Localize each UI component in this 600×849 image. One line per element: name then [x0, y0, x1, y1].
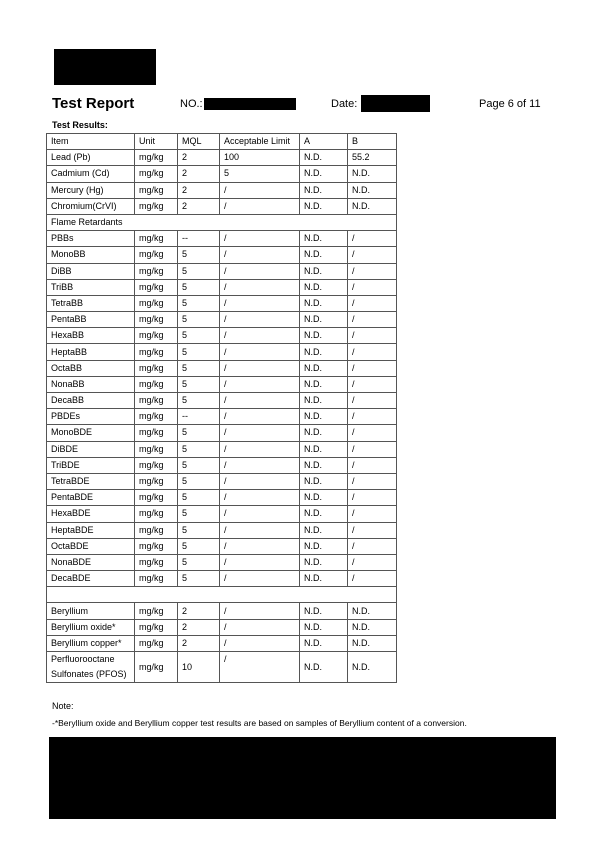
- table-cell: /: [348, 441, 397, 457]
- table-cell: N.D.: [300, 279, 348, 295]
- table-cell: mg/kg: [135, 279, 178, 295]
- date-redacted: [361, 95, 430, 112]
- table-row: [47, 490, 397, 506]
- table-cell: 5: [178, 344, 220, 360]
- table-cell: mg/kg: [135, 522, 178, 538]
- table-cell: 5: [178, 538, 220, 554]
- table-cell: N.D.: [300, 263, 348, 279]
- table-cell: N.D.: [300, 473, 348, 489]
- report-title: Test Report: [52, 95, 135, 112]
- note-text: -*Beryllium oxide and Beryllium copper test results are based on samples of Beryllium content of a conversion.: [52, 718, 467, 728]
- table-cell: mg/kg: [135, 652, 178, 683]
- table-cell: N.D.: [300, 425, 348, 441]
- table-cell: mg/kg: [135, 247, 178, 263]
- table-cell: N.D.: [300, 376, 348, 392]
- table-cell: Unit: [135, 134, 178, 150]
- table-cell: /: [348, 279, 397, 295]
- table-row: [47, 409, 397, 425]
- table-row: [47, 279, 397, 295]
- table-cell: mg/kg: [135, 198, 178, 214]
- table-row: [47, 506, 397, 522]
- table-cell: Beryllium copper*: [47, 635, 135, 651]
- table-cell: 5: [178, 312, 220, 328]
- table-cell: HeptaBB: [47, 344, 135, 360]
- table-cell: /: [348, 538, 397, 554]
- table-cell: mg/kg: [135, 457, 178, 473]
- table-cell: 2: [178, 198, 220, 214]
- table-cell: DiBDE: [47, 441, 135, 457]
- table-cell: N.D.: [300, 603, 348, 619]
- table-cell: N.D.: [348, 166, 397, 182]
- table-cell: MonoBDE: [47, 425, 135, 441]
- table-row: [47, 376, 397, 392]
- table-cell: 5: [178, 473, 220, 489]
- table-row: [47, 328, 397, 344]
- table-cell: N.D.: [300, 635, 348, 651]
- table-cell: N.D.: [300, 328, 348, 344]
- table-cell: mg/kg: [135, 328, 178, 344]
- table-row: [47, 312, 397, 328]
- table-cell: mg/kg: [135, 182, 178, 198]
- table-cell: 5: [178, 263, 220, 279]
- table-cell: N.D.: [300, 150, 348, 166]
- report-number-label: NO.:: [180, 98, 203, 110]
- table-cell: /: [348, 522, 397, 538]
- table-cell: /: [348, 312, 397, 328]
- table-cell: mg/kg: [135, 506, 178, 522]
- table-cell: Cadmium (Cd): [47, 166, 135, 182]
- table-cell: Lead (Pb): [47, 150, 135, 166]
- table-cell: N.D.: [300, 441, 348, 457]
- table-cell: /: [348, 376, 397, 392]
- table-cell: /: [220, 652, 300, 683]
- table-cell: Beryllium: [47, 603, 135, 619]
- table-row: [47, 473, 397, 489]
- table-cell: --: [178, 409, 220, 425]
- table-cell: N.D.: [300, 652, 348, 683]
- table-row: [47, 393, 397, 409]
- table-cell: mg/kg: [135, 619, 178, 635]
- table-cell: mg/kg: [135, 263, 178, 279]
- table-cell: N.D.: [348, 603, 397, 619]
- table-cell: 2: [178, 619, 220, 635]
- table-cell: TriBB: [47, 279, 135, 295]
- table-cell: N.D.: [348, 619, 397, 635]
- table-cell: /: [348, 328, 397, 344]
- table-cell: N.D.: [300, 198, 348, 214]
- table-cell: 5: [178, 441, 220, 457]
- table-cell: N.D.: [300, 182, 348, 198]
- table-cell: mg/kg: [135, 554, 178, 570]
- table-row: [47, 231, 397, 247]
- table-cell: --: [178, 231, 220, 247]
- table-cell: /: [348, 473, 397, 489]
- table-cell: /: [220, 360, 300, 376]
- table-cell: /: [220, 409, 300, 425]
- table-cell: mg/kg: [135, 344, 178, 360]
- table-cell: /: [220, 231, 300, 247]
- table-cell: mg/kg: [135, 425, 178, 441]
- table-cell: PentaBDE: [47, 490, 135, 506]
- table-cell: N.D.: [348, 182, 397, 198]
- table-cell: 5: [178, 328, 220, 344]
- table-cell: /: [220, 490, 300, 506]
- table-row: [47, 571, 397, 587]
- table-cell: DecaBDE: [47, 571, 135, 587]
- table-cell: OctaBDE: [47, 538, 135, 554]
- table-cell: mg/kg: [135, 571, 178, 587]
- table-cell: N.D.: [300, 360, 348, 376]
- table-header-row: [47, 134, 397, 150]
- note-title: Note:: [52, 701, 74, 711]
- table-row: [47, 295, 397, 311]
- blank-row: [47, 587, 397, 603]
- table-cell: 2: [178, 150, 220, 166]
- table-cell: /: [348, 295, 397, 311]
- table-cell: 5: [178, 571, 220, 587]
- date-label: Date:: [331, 98, 358, 110]
- table-cell: PentaBB: [47, 312, 135, 328]
- table-cell: 5: [178, 360, 220, 376]
- table-row: [47, 538, 397, 554]
- table-cell: N.D.: [300, 247, 348, 263]
- table-cell: /: [220, 393, 300, 409]
- table-cell: /: [220, 198, 300, 214]
- table-cell: /: [220, 441, 300, 457]
- table-cell: 2: [178, 166, 220, 182]
- table-row: [47, 344, 397, 360]
- table-cell: /: [348, 263, 397, 279]
- table-cell: /: [220, 312, 300, 328]
- footer-redacted: [49, 737, 556, 819]
- table-cell: 5: [178, 295, 220, 311]
- table-cell: B: [348, 134, 397, 150]
- table-cell: HexaBB: [47, 328, 135, 344]
- table-cell: mg/kg: [135, 231, 178, 247]
- table-cell: /: [220, 554, 300, 570]
- table-cell: N.D.: [300, 522, 348, 538]
- table-row: [47, 425, 397, 441]
- table-cell: /: [220, 328, 300, 344]
- table-cell: N.D.: [348, 652, 397, 683]
- table-cell: Item: [47, 134, 135, 150]
- table-cell: 5: [178, 490, 220, 506]
- table-cell: N.D.: [300, 538, 348, 554]
- table-cell: mg/kg: [135, 312, 178, 328]
- table-cell: 5: [178, 393, 220, 409]
- table-row: [47, 166, 397, 182]
- table-cell: /: [220, 506, 300, 522]
- table-row: [47, 182, 397, 198]
- table-cell: /: [220, 425, 300, 441]
- table-cell: Acceptable Limit: [220, 134, 300, 150]
- table-cell: /: [348, 490, 397, 506]
- table-cell: mg/kg: [135, 150, 178, 166]
- table-cell: /: [220, 376, 300, 392]
- table-cell: A: [300, 134, 348, 150]
- table-cell: /: [220, 522, 300, 538]
- table-cell: N.D.: [300, 393, 348, 409]
- pfos-row: [47, 652, 397, 683]
- table-cell: OctaBB: [47, 360, 135, 376]
- table-row: [47, 263, 397, 279]
- table-cell: mg/kg: [135, 441, 178, 457]
- table-cell: /: [220, 344, 300, 360]
- table-cell: DiBB: [47, 263, 135, 279]
- table-cell: mg/kg: [135, 473, 178, 489]
- table-cell: /: [348, 571, 397, 587]
- table-cell: N.D.: [300, 571, 348, 587]
- table-cell: N.D.: [348, 635, 397, 651]
- table-cell: /: [220, 457, 300, 473]
- table-cell: DecaBB: [47, 393, 135, 409]
- table-cell: /: [348, 247, 397, 263]
- table-cell: /: [220, 635, 300, 651]
- table-cell: /: [220, 182, 300, 198]
- table-cell: Chromium(CrVI): [47, 198, 135, 214]
- section-row: [47, 214, 397, 230]
- table-row: [47, 198, 397, 214]
- table-cell: /: [348, 360, 397, 376]
- company-logo-redacted: [54, 49, 156, 85]
- table-cell: TetraBDE: [47, 473, 135, 489]
- table-row: [47, 247, 397, 263]
- table-cell: mg/kg: [135, 166, 178, 182]
- table-row: [47, 619, 397, 635]
- table-cell: /: [348, 425, 397, 441]
- table-cell: 2: [178, 635, 220, 651]
- report-number-redacted: [204, 98, 296, 110]
- table-cell: 55.2: [348, 150, 397, 166]
- table-cell: TriBDE: [47, 457, 135, 473]
- table-cell: mg/kg: [135, 393, 178, 409]
- table-cell: N.D.: [300, 231, 348, 247]
- table-cell: Perfluorooctane Sulfonates (PFOS): [47, 652, 135, 683]
- table-cell: Mercury (Hg): [47, 182, 135, 198]
- table-cell: MonoBB: [47, 247, 135, 263]
- table-cell: /: [220, 473, 300, 489]
- table-row: [47, 457, 397, 473]
- table-row: [47, 635, 397, 651]
- table-cell: 5: [178, 522, 220, 538]
- table-cell: /: [348, 344, 397, 360]
- table-cell: 5: [178, 425, 220, 441]
- table-cell: 5: [178, 247, 220, 263]
- table-cell: 100: [220, 150, 300, 166]
- table-row: [47, 441, 397, 457]
- table-cell: HexaBDE: [47, 506, 135, 522]
- table-cell: /: [348, 554, 397, 570]
- table-cell: N.D.: [300, 166, 348, 182]
- table-cell: NonaBB: [47, 376, 135, 392]
- table-cell: HeptaBDE: [47, 522, 135, 538]
- table-cell: Beryllium oxide*: [47, 619, 135, 635]
- table-cell: mg/kg: [135, 635, 178, 651]
- table-cell: /: [220, 263, 300, 279]
- table-cell: 2: [178, 182, 220, 198]
- flame-retardants-label: Flame Retardants: [47, 214, 397, 230]
- table-cell: mg/kg: [135, 409, 178, 425]
- table-cell: /: [220, 619, 300, 635]
- page-indicator: Page 6 of 11: [479, 98, 541, 110]
- test-results-label: Test Results:: [52, 120, 108, 130]
- table-row: [47, 360, 397, 376]
- table-cell: PBDEs: [47, 409, 135, 425]
- table-cell: mg/kg: [135, 360, 178, 376]
- table-cell: N.D.: [348, 198, 397, 214]
- table-cell: 5: [178, 376, 220, 392]
- table-cell: /: [348, 393, 397, 409]
- table-cell: TetraBB: [47, 295, 135, 311]
- table-cell: /: [348, 506, 397, 522]
- table-cell: 5: [178, 279, 220, 295]
- table-cell: /: [220, 295, 300, 311]
- table-cell: /: [220, 247, 300, 263]
- table-cell: /: [220, 279, 300, 295]
- table-cell: N.D.: [300, 457, 348, 473]
- table-cell: /: [220, 603, 300, 619]
- table-cell: N.D.: [300, 619, 348, 635]
- table-cell: /: [348, 457, 397, 473]
- table-cell: /: [348, 409, 397, 425]
- table-cell: 2: [178, 603, 220, 619]
- table-cell: N.D.: [300, 554, 348, 570]
- report-header: [52, 95, 542, 115]
- table-cell: /: [220, 571, 300, 587]
- table-cell: 5: [178, 457, 220, 473]
- table-cell: 5: [220, 166, 300, 182]
- table-cell: mg/kg: [135, 538, 178, 554]
- table-row: [47, 603, 397, 619]
- table-cell: N.D.: [300, 312, 348, 328]
- table-cell: 5: [178, 554, 220, 570]
- table-cell: N.D.: [300, 295, 348, 311]
- table-cell: /: [220, 538, 300, 554]
- test-results-table: [46, 133, 397, 683]
- table-row: [47, 522, 397, 538]
- table-cell: mg/kg: [135, 295, 178, 311]
- table-cell: PBBs: [47, 231, 135, 247]
- table-cell: mg/kg: [135, 490, 178, 506]
- table-cell: mg/kg: [135, 603, 178, 619]
- table-cell: N.D.: [300, 409, 348, 425]
- blank-cell: [47, 587, 397, 603]
- table-cell: N.D.: [300, 344, 348, 360]
- table-cell: NonaBDE: [47, 554, 135, 570]
- table-cell: 5: [178, 506, 220, 522]
- table-row: [47, 554, 397, 570]
- table-cell: N.D.: [300, 490, 348, 506]
- table-cell: mg/kg: [135, 376, 178, 392]
- table-cell: MQL: [178, 134, 220, 150]
- table-cell: N.D.: [300, 506, 348, 522]
- table-row: [47, 150, 397, 166]
- table-cell: /: [348, 231, 397, 247]
- table-cell: 10: [178, 652, 220, 683]
